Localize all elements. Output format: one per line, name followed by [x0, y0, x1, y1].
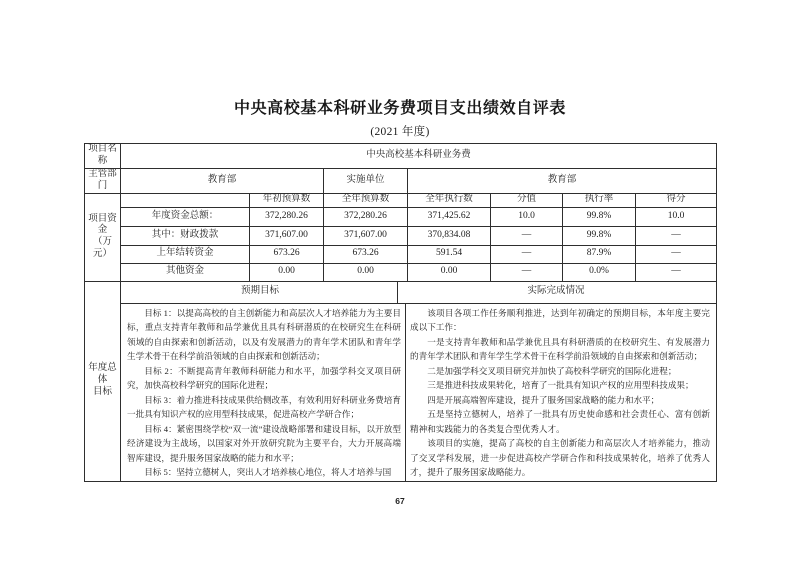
- funds-label-line1: 项目资金: [88, 213, 117, 236]
- table-row-column-headers: [85, 193, 717, 207]
- fund-cell-execution-rate: 99.8%: [563, 226, 636, 245]
- fund-cell-initial-budget: 372,280.26: [250, 207, 324, 226]
- goal-headers-cell: [121, 281, 717, 303]
- page-number: 67: [395, 496, 405, 506]
- table-row-goal-content: [85, 303, 717, 481]
- expected-goal-paragraph: 目标 4：紧密围绕学校“双一流”建设战略部署和建设目标，以开放型经济建设为主战场，以国家对外开放研究院为主要平台，大力开展高端智库建设，提升服务国家战略的能力和水平；: [127, 423, 401, 463]
- fund-row-label: 其中：财政拨款: [121, 226, 250, 245]
- column-header-executed: 全年执行数: [408, 193, 491, 207]
- fund-cell-execution-rate: 0.0%: [563, 263, 636, 281]
- expected-goal-paragraph: 目标 1：以提高高校的自主创新能力和高层次人才培养能力为主要目标，重点支持青年教师和品学兼优且具有科研潜质的在校研究生在科研领域的自由探索和创新活动，以及有发展潜力的青年学术团队和青年学生学术骨干在科学前沿领域的自由探索和创新活动；: [127, 307, 401, 362]
- expected-goals-text: [123, 304, 406, 481]
- implementing-unit-value: 教育部: [408, 168, 717, 193]
- actual-completion-paragraph: 三是推进科技成果转化，培育了一批具有知识产权的应用型科技成果；: [427, 380, 694, 391]
- actual-completion-text: [406, 304, 714, 481]
- fund-cell-annual-budget: 371,607.00: [324, 226, 408, 245]
- fund-cell-annual-budget: 0.00: [324, 263, 408, 281]
- annual-goal-label: [85, 281, 121, 481]
- actual-completion-paragraph: 二是加强学科交叉项目研究并加快了高校科学研究的国际化进程；: [427, 365, 677, 376]
- fund-cell-score: —: [636, 245, 717, 263]
- fund-cell-annual-budget: 673.26: [324, 245, 408, 263]
- table-row-project-name: [85, 144, 717, 169]
- fund-cell-execution-rate: 87.9%: [563, 245, 636, 263]
- annual-goal-label-line1: 年度总体: [88, 363, 117, 386]
- fund-cell-annual-budget: 372,280.26: [324, 207, 408, 226]
- column-header-weight: 分值: [491, 193, 563, 207]
- expected-goal-paragraph: 目标 3：着力推进科技成果供给侧改革，有效利用好科研业务费培育一批具有知识产权的应用型科技成果，促进高校产学研合作；: [127, 394, 401, 420]
- fund-cell-executed: 591.54: [408, 245, 491, 263]
- fund-cell-weight: 10.0: [491, 207, 563, 226]
- column-header-annual-budget: 全年预算数: [324, 193, 408, 207]
- table-row-other-funds: [85, 263, 717, 281]
- project-name-label: 项目名称: [85, 144, 121, 169]
- actual-completion-paragraph: 该项目的实施，提高了高校的自主创新能力和高层次人才培养能力，推动了交叉学科发展，进一步促进高校产学研合作和科技成果转化，培养了优秀人才，提升了服务国家战略能力。: [410, 438, 711, 478]
- expected-goal-paragraph: 目标 2：不断提高青年教师科研能力和水平，加强学科交叉项目研究，加快高校科学研究的国际化进程；: [127, 365, 401, 391]
- actual-completion-paragraph: 一是支持青年教师和品学兼优且具有科研潜质的在校研究生、有发展潜力的青年学术团队和青年学生学术骨干在科学前沿领域的自由探索和创新活动；: [410, 336, 711, 362]
- page-title: 中央高校基本科研业务费项目支出绩效自评表: [233, 100, 566, 117]
- actual-completion-paragraph: 四是开展高端智库建设，提升了服务国家战略的能力和水平；: [427, 394, 660, 405]
- table-row-goal-headers: [85, 281, 717, 303]
- actual-completion-paragraph: 该项目各项工作任务顺利推进，达到年初确定的预期目标，本年度主要完成以下工作：: [410, 307, 711, 333]
- actual-completion-paragraph: 五是坚持立德树人，培养了一批具有历史使命感和社会责任心、富有创新精神和实践能力的各类复合型优秀人才。: [410, 409, 711, 434]
- fund-cell-execution-rate: 99.8%: [563, 207, 636, 226]
- fund-cell-executed: 0.00: [408, 263, 491, 281]
- fund-row-label: 上年结转资金: [121, 245, 250, 263]
- table-row-carryover-funds: [85, 245, 717, 263]
- page-subtitle: (2021 年度): [370, 126, 430, 138]
- table-row-fiscal-allocation: [85, 226, 717, 245]
- fund-row-label: 年度资金总额：: [121, 207, 250, 226]
- fund-cell-weight: —: [491, 245, 563, 263]
- fund-cell-weight: —: [491, 263, 563, 281]
- table-row-supervisor: [85, 168, 717, 193]
- fund-cell-initial-budget: 673.26: [250, 245, 324, 263]
- fund-cell-executed: 370,834.08: [408, 226, 491, 245]
- fund-cell-initial-budget: 0.00: [250, 263, 324, 281]
- funds-label: [85, 193, 121, 281]
- table-row-total-funds: [85, 207, 717, 226]
- funds-label-line2: （万元）: [92, 237, 112, 260]
- supervisor-label: 主管部门: [85, 168, 121, 193]
- fund-row-label: 其他资金: [121, 263, 250, 281]
- fund-cell-score: —: [636, 226, 717, 245]
- project-name-value: 中央高校基本科研业务费: [121, 144, 717, 169]
- evaluation-table: [84, 143, 717, 482]
- actual-completion-header: 实际完成情况: [527, 286, 585, 297]
- expected-goal-header: 预期目标: [123, 282, 398, 303]
- column-header-score: 得分: [636, 193, 717, 207]
- fund-cell-executed: 371,425.62: [408, 207, 491, 226]
- column-header-initial-budget: 年初预算数: [250, 193, 324, 207]
- column-header-execution-rate: 执行率: [563, 193, 636, 207]
- column-header-blank: [121, 193, 250, 207]
- fund-cell-score: —: [636, 263, 717, 281]
- goal-content-cell: [121, 303, 717, 481]
- fund-cell-initial-budget: 371,607.00: [250, 226, 324, 245]
- annual-goal-label-line2: 目标: [92, 387, 112, 398]
- fund-cell-weight: —: [491, 226, 563, 245]
- fund-cell-score: 10.0: [636, 207, 717, 226]
- implementing-unit-label: 实施单位: [324, 168, 408, 193]
- expected-goal-paragraph: 目标 5：坚持立德树人，突出人才培养核心地位，将人才培养与国: [144, 467, 392, 478]
- supervisor-value: 教育部: [121, 168, 324, 193]
